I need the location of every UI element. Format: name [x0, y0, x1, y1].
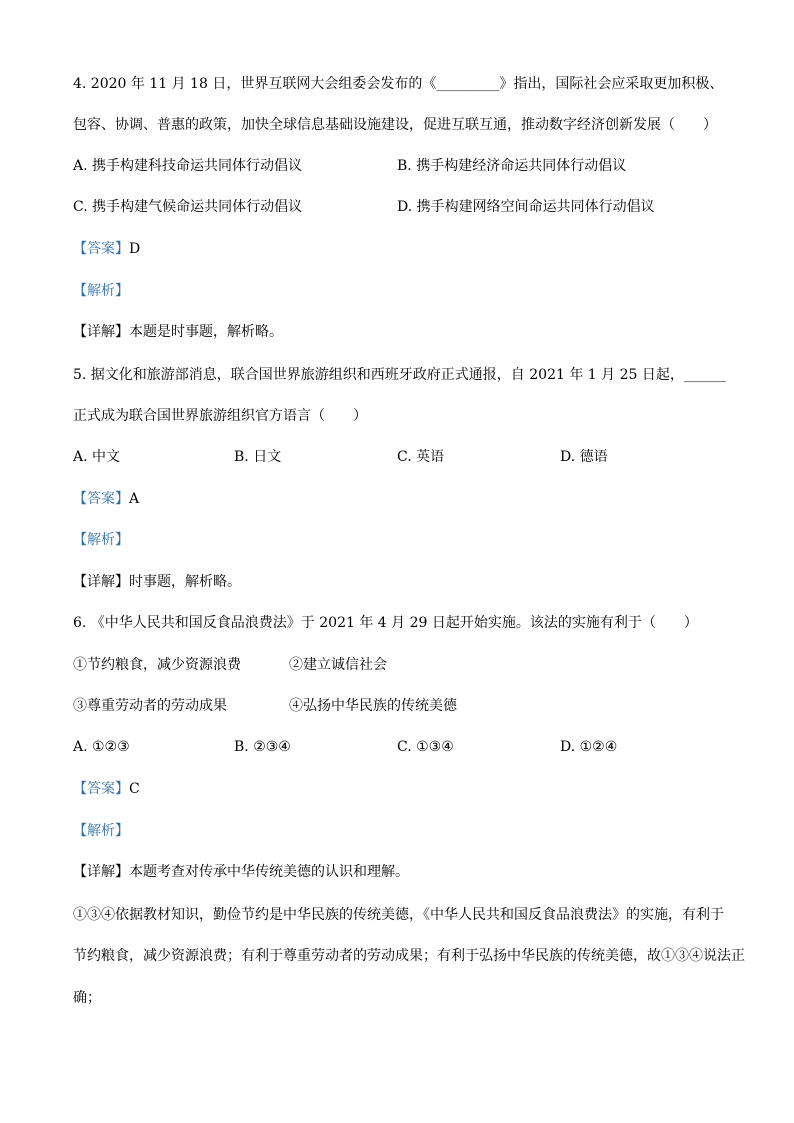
- q6-explanation-line1: ①③④依据教材知识，勤俭节约是中华民族的传统美德，《中华人民共和国反食品浪费法》的实施，有利于: [73, 907, 724, 923]
- q6-stem-line1: 6. 《中华人民共和国反食品浪费法》于 2021 年 4 月 29 日起开始实施。该法的实施有利于（ ）: [73, 615, 698, 631]
- q5-detail: [73, 572, 241, 592]
- q6-option-a: A. ①②③: [73, 739, 130, 755]
- q4-analysis-label: 【解析】: [73, 283, 129, 299]
- q5-detail-label: 【详解】: [73, 574, 129, 590]
- q6-option-c: C. ①③④: [397, 739, 454, 755]
- q4-stem-line2: 包容、协调、普惠的政策，加快全球信息基础设施建设，促进互联互通，推动数字经济创新发展（ ）: [73, 117, 717, 133]
- q6-detail-text: 本题考查对传承中华传统美德的认识和理解。: [129, 864, 409, 880]
- q6-statement-2: ②建立诚信社会: [289, 657, 387, 673]
- q4-answer-value: D: [129, 241, 141, 257]
- q6-answer-value: C: [129, 781, 140, 797]
- q6-option-b: B. ②③④: [234, 739, 291, 755]
- q6-analysis-label: 【解析】: [73, 823, 129, 839]
- q4-answer: [73, 239, 140, 259]
- q6-explanation-line2: 节约粮食，减少资源浪费；有利于尊重劳动者的劳动成果；有利于弘扬中华民族的传统美德，故①③④说法正: [73, 948, 745, 964]
- q4-stem-line1: 4. 2020 年 11 月 18 日，世界互联网大会组委会发布的《_________》指出，国际社会应采取更加积极、: [73, 76, 724, 92]
- q6-statement-1: ①节约粮食，减少资源浪费: [73, 657, 241, 673]
- q4-detail: [73, 322, 283, 342]
- q4-detail-text: 本题是时事题，解析略。: [129, 324, 283, 340]
- q5-answer-label: 【答案】: [73, 491, 129, 507]
- q6-answer: [73, 779, 140, 799]
- q4-answer-label: 【答案】: [73, 241, 129, 257]
- q5-answer-value: A: [129, 491, 140, 507]
- q5-answer: [73, 489, 139, 509]
- q6-option-d: D. ①②④: [560, 739, 618, 755]
- q5-option-a: A. 中文: [73, 449, 121, 465]
- q4-option-d: D. 携手构建网络空间命运共同体行动倡议: [397, 199, 655, 215]
- q5-detail-text: 时事题，解析略。: [129, 574, 241, 590]
- q6-detail: [73, 862, 409, 882]
- q4-detail-label: 【详解】: [73, 324, 129, 340]
- q6-explanation-line3: 确；: [73, 990, 101, 1006]
- q5-option-d: D. 德语: [560, 449, 608, 465]
- q5-stem-line1: 5. 据文化和旅游部消息，联合国世界旅游组织和西班牙政府正式通报，自 2021 年 1 月 25 日起，______: [73, 367, 726, 383]
- q4-option-a: A. 携手构建科技命运共同体行动倡议: [73, 158, 303, 174]
- q4-option-b: B. 携手构建经济命运共同体行动倡议: [397, 158, 627, 174]
- q6-answer-label: 【答案】: [73, 781, 129, 797]
- q6-statement-3: ③尊重劳动者的劳动成果: [73, 698, 227, 714]
- q5-option-c: C. 英语: [397, 449, 445, 465]
- q4-option-c: C. 携手构建气候命运共同体行动倡议: [73, 199, 303, 215]
- q6-detail-label: 【详解】: [73, 864, 129, 880]
- q5-analysis-label: 【解析】: [73, 532, 129, 548]
- q6-statement-4: ④弘扬中华民族的传统美德: [289, 698, 457, 714]
- q5-stem-line2: 正式成为联合国世界旅游组织官方语言（ ）: [73, 408, 367, 424]
- q5-option-b: B. 日文: [234, 449, 282, 465]
